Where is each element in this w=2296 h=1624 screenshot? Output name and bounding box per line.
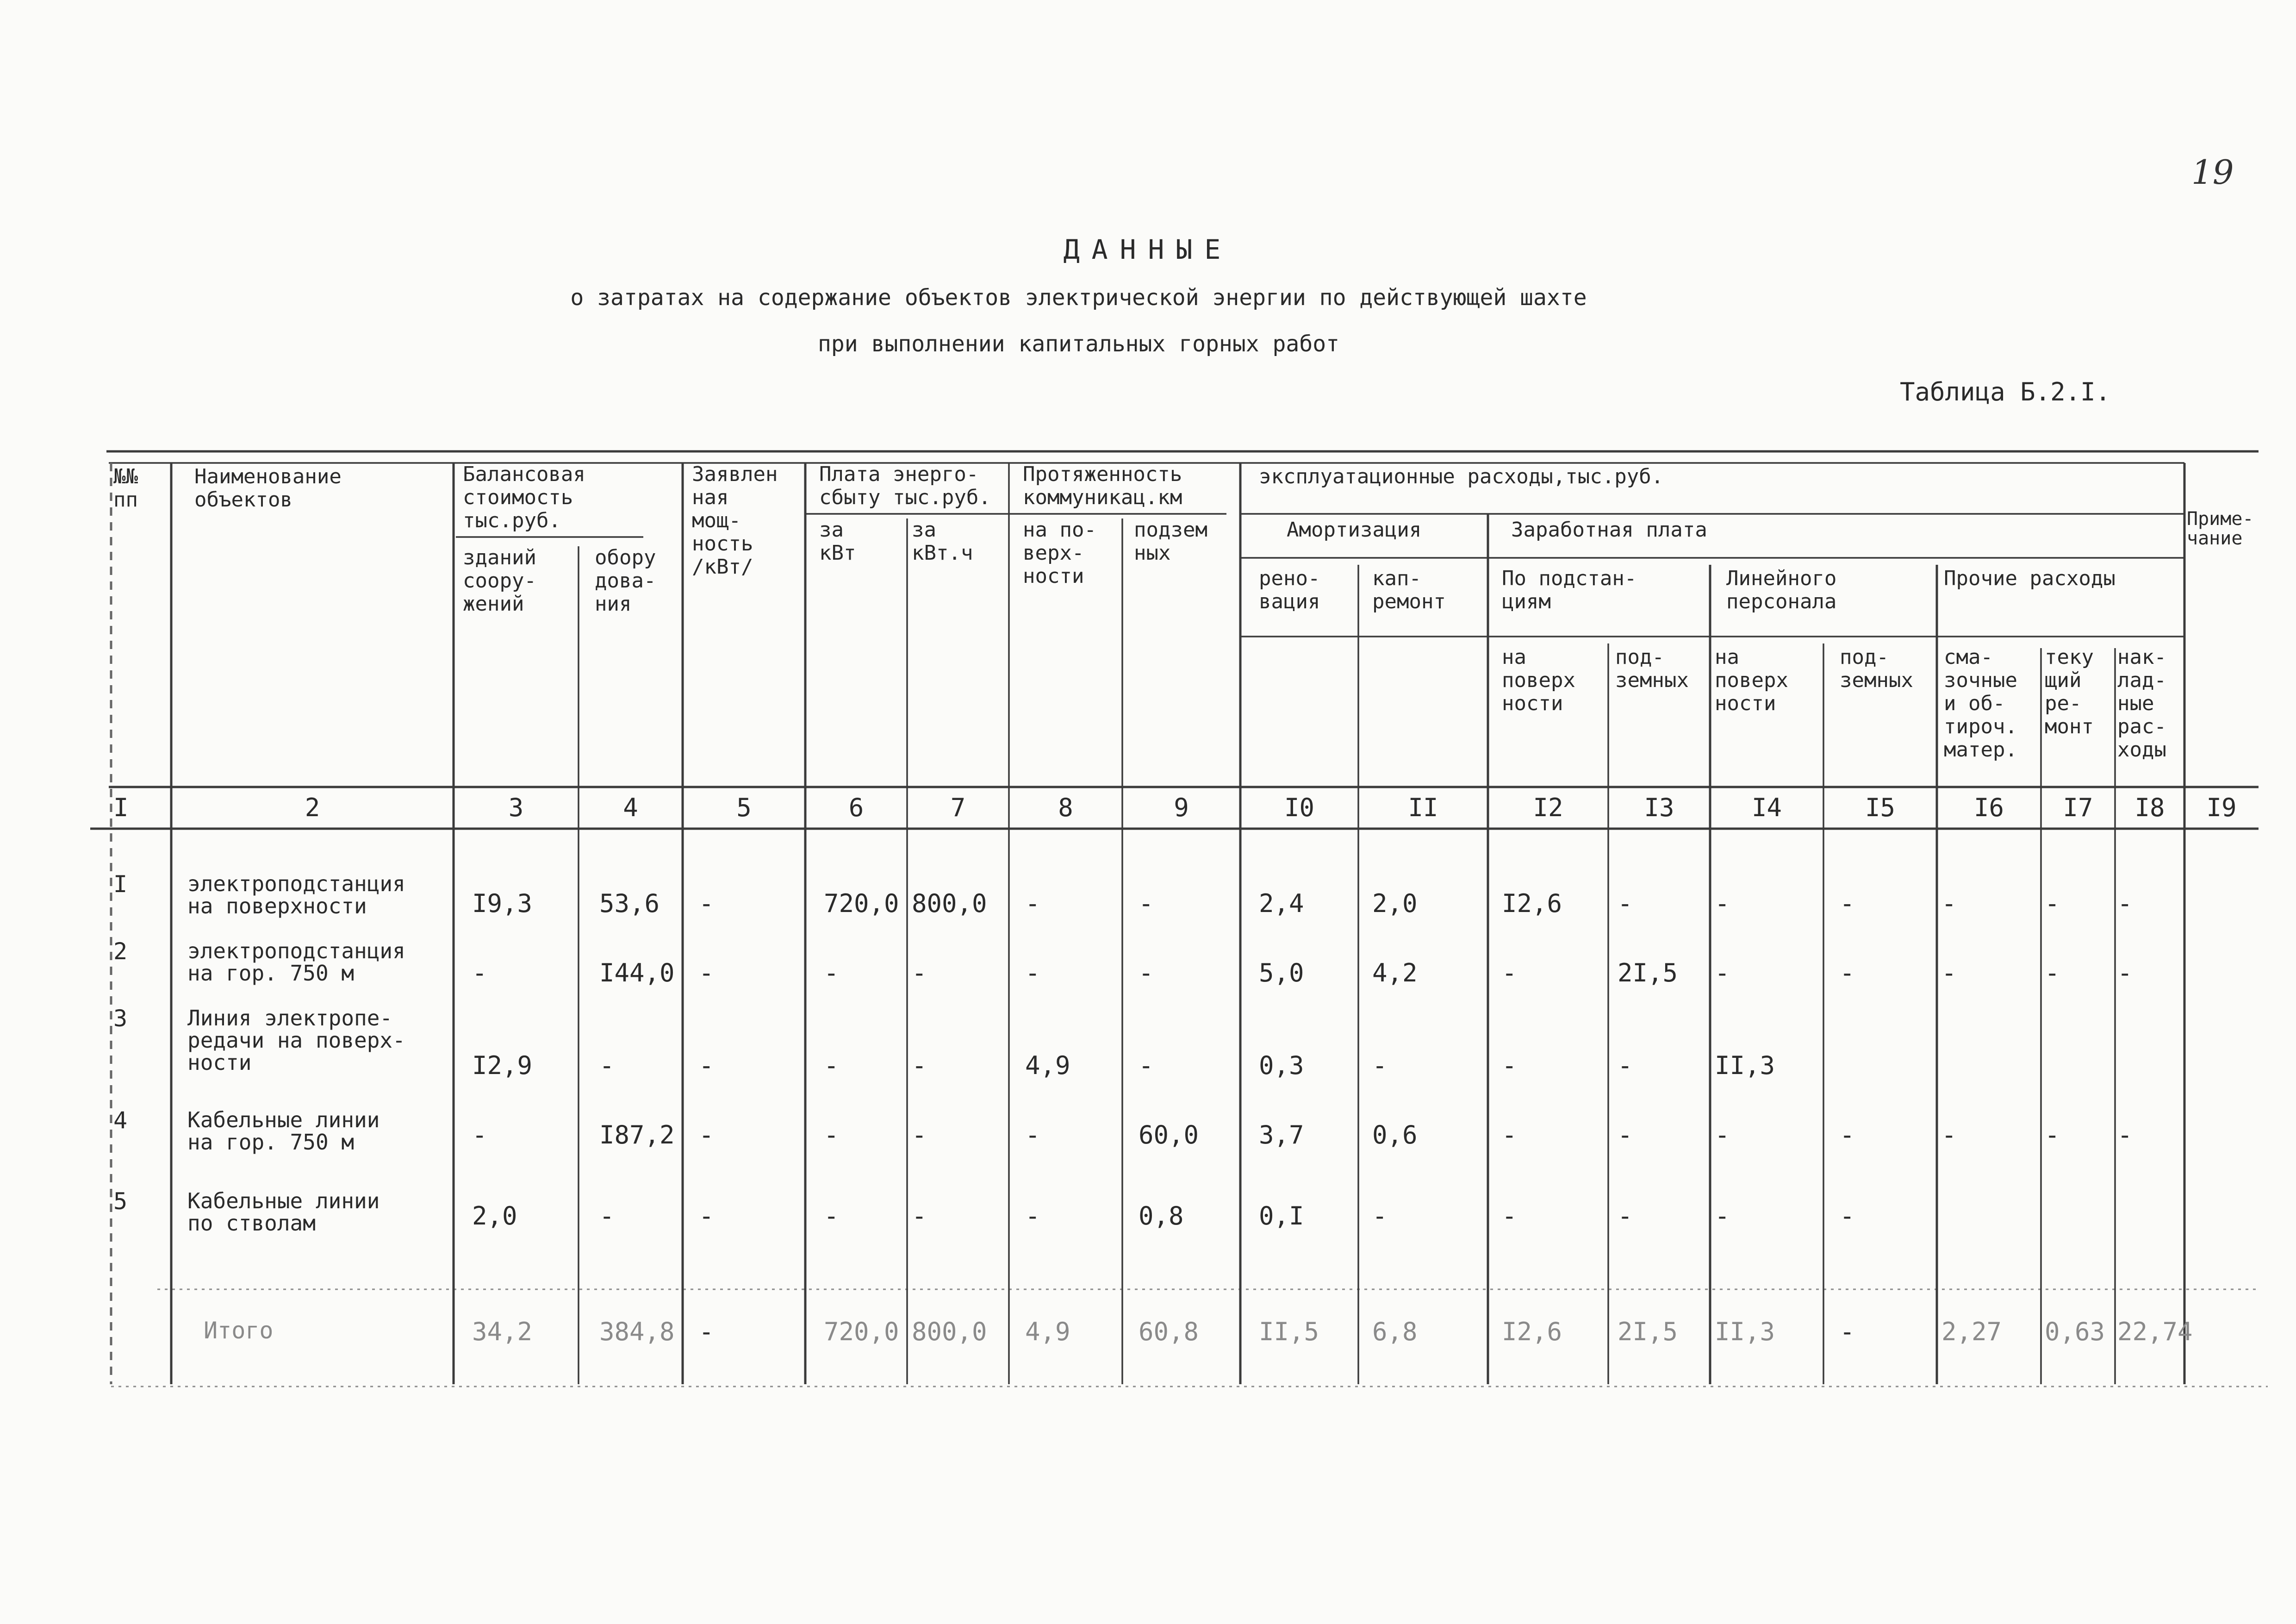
table-cell: - [1502,1120,1517,1149]
total-cell: - [1840,1317,1855,1346]
column-number: 2 [305,793,320,822]
table-cell: - [912,1120,927,1149]
header-current-repair: теку щий ре- монт [2045,645,2094,738]
header-per-kw: за кВт [819,518,856,565]
header-salary: Заработная плата [1511,518,1707,542]
header-length: Протяженность коммуникац.км [1023,462,1182,509]
document-subtitle-line2: при выполнении капитальных горных работ [817,331,1340,357]
document-subtitle-line1: о затратах на содержание объектов электрической энергии по действующей шахте [570,285,1587,311]
column-number: I9 [2206,793,2237,822]
table-cell: - [472,958,487,987]
table-cell: - [824,1201,839,1230]
table-cell: - [1840,1120,1855,1149]
column-number: I5 [1865,793,1896,822]
total-cell: 34,2 [472,1317,533,1346]
table-cell: - [1502,1201,1517,1230]
table-cell: 2,4 [1259,889,1304,918]
object-name: электроподстанция на гор. 750 м [187,938,405,986]
table-cell: - [1715,1201,1730,1230]
table-cell: 0,I [1259,1201,1304,1230]
header-equipment: обору дова- ния [595,546,656,616]
header-overhead: нак- лад- ные рас- ходы [2117,645,2166,762]
table-cell: - [1025,1120,1040,1149]
table-cell: - [1025,889,1040,918]
column-number: 7 [950,793,966,822]
table-cell: - [699,1051,714,1080]
table-cell: 5,0 [1259,958,1304,987]
header-capital-repair: кап- ремонт [1372,567,1446,613]
table-cell: - [1618,1051,1633,1080]
table-cell: - [912,1201,927,1230]
table-cell: I2,9 [472,1051,533,1080]
table-cell: - [1941,889,1957,918]
table-cell: - [1618,889,1633,918]
table-cell: 2I,5 [1618,958,1678,987]
row-number: I [113,871,128,898]
table-cell: - [599,1201,615,1230]
table-cell: - [2117,958,2133,987]
table-cell: - [472,1120,487,1149]
table-cell: - [1502,958,1517,987]
header-lubricants: сма- зочные и об- тироч. матер. [1944,645,2017,762]
header-energy-payment: Плата энерго- сбыту тыс.руб. [819,462,991,509]
table-cell: - [824,958,839,987]
header-operating-costs: эксплуатационные расходы,тыс.руб. [1259,465,1664,488]
table-cell: - [1139,958,1154,987]
column-number: 3 [508,793,524,822]
table-cell: - [1715,889,1730,918]
table-cell: - [824,1051,839,1080]
table-cell: I2,6 [1502,889,1562,918]
column-number: I [113,793,129,822]
table-cell: I9,3 [472,889,533,918]
table-cell: 3,7 [1259,1120,1304,1149]
table-cell: - [1139,1051,1154,1080]
object-name: электроподстанция на поверхности [187,871,405,918]
total-cell: II,3 [1715,1317,1775,1346]
table-cell: - [1618,1201,1633,1230]
table-cell: - [1025,958,1040,987]
column-number: 9 [1174,793,1189,822]
header-balance-cost: Балансовая стоимость тыс.руб. [463,462,585,532]
column-number: I4 [1751,793,1782,822]
table-cell: - [1941,958,1957,987]
table-cell: 0,3 [1259,1051,1304,1080]
column-number: II [1408,793,1438,822]
header-renovation: рено- вация [1259,567,1320,613]
total-cell: I2,6 [1502,1317,1562,1346]
column-number: I2 [1533,793,1563,822]
table-cell: 0,8 [1139,1201,1184,1230]
table-cell: - [1840,1201,1855,1230]
table-cell: 4,2 [1372,958,1418,987]
total-cell: 0,63 [2045,1317,2105,1346]
table-cell: 53,6 [599,889,660,918]
header-linear-underground: под- земных [1840,645,1913,692]
column-number: 4 [623,793,638,822]
table-cell: - [1618,1120,1633,1149]
object-name: Кабельные линии на гор. 750 м [187,1107,380,1155]
total-cell: 720,0 [824,1317,899,1346]
total-cell: 2,27 [1941,1317,2002,1346]
table-cell: 800,0 [912,889,987,918]
table-cell: - [912,958,927,987]
table-cell: I87,2 [599,1120,675,1149]
table-cell: - [1372,1201,1388,1230]
table-cell: I44,0 [599,958,675,987]
table-cell: 2,0 [472,1201,517,1230]
header-underground-length: подзем ных [1134,518,1207,565]
table-cell: - [1025,1201,1040,1230]
table-cell: - [699,889,714,918]
table-label: Таблица Б.2.I. [1900,377,2111,406]
table-cell: - [912,1051,927,1080]
header-note: Приме- чание [2187,508,2254,549]
table-cell: 2,0 [1372,889,1418,918]
row-number: 4 [113,1107,128,1134]
table-cell: 0,6 [1372,1120,1418,1149]
header-amortization: Амортизация [1287,518,1422,542]
table-cell: - [1372,1051,1388,1080]
column-number: I3 [1644,793,1674,822]
total-cell: 22,74 [2117,1317,2193,1346]
total-cell: II,5 [1259,1317,1319,1346]
table-cell: - [1715,958,1730,987]
document-title: ДАННЫЕ [1063,234,1233,265]
row-number: 3 [113,1005,128,1032]
header-number: №№ пп [113,465,138,512]
total-cell: 2I,5 [1618,1317,1678,1346]
column-number: I8 [2134,793,2165,822]
header-by-substations: По подстан- циям [1502,567,1637,613]
table-cell: - [1840,958,1855,987]
column-number: 8 [1058,793,1073,822]
total-cell: 6,8 [1372,1317,1418,1346]
table-cell: II,3 [1715,1051,1775,1080]
total-cell: - [699,1317,714,1346]
table-cell: - [1840,889,1855,918]
object-name: Кабельные линии по стволам [187,1188,380,1236]
column-number: I7 [2063,793,2093,822]
table-cell: 720,0 [824,889,899,918]
table-cell: - [599,1051,615,1080]
total-label: Итого [204,1317,274,1344]
header-surface-length: на по- верх- ности [1023,518,1096,588]
header-object-name: Наименование объектов [194,465,342,512]
page-number: 19 [2191,153,2234,192]
header-buildings: зданий соору- жений [463,546,536,616]
header-substations-surface: на поверх ности [1502,645,1575,715]
table-cell: - [699,958,714,987]
header-linear-surface: на поверх ности [1715,645,1788,715]
total-cell: 60,8 [1139,1317,1199,1346]
header-substations-underground: под- земных [1615,645,1689,692]
table-cell: - [2045,889,2060,918]
table-cell: - [824,1120,839,1149]
table-cell: - [1139,889,1154,918]
header-other-costs: Прочие расходы [1944,567,2116,590]
column-number: I0 [1284,793,1315,822]
header-linear-staff: Линейного персонала [1726,567,1837,613]
total-cell: 384,8 [599,1317,675,1346]
table-cell: 4,9 [1025,1051,1070,1080]
total-cell: 4,9 [1025,1317,1070,1346]
table-cell: - [2045,1120,2060,1149]
object-name: Линия электропе- редачи на поверх- ности [187,1006,405,1075]
header-per-kwh: за кВт.ч [912,518,973,565]
header-declared-power: Заявлен ная мощ- ность /кВт/ [692,462,778,579]
total-cell: 800,0 [912,1317,987,1346]
table-cell: - [2117,1120,2133,1149]
table-cell: - [699,1120,714,1149]
column-number: 6 [848,793,864,822]
table-cell: - [1715,1120,1730,1149]
table-cell: - [1502,1051,1517,1080]
table-cell: - [1941,1120,1957,1149]
table-cell: - [2117,889,2133,918]
row-number: 5 [113,1188,128,1215]
table-cell: - [699,1201,714,1230]
table-cell: 60,0 [1139,1120,1199,1149]
table-cell: - [2045,958,2060,987]
row-number: 2 [113,938,128,965]
column-number: 5 [736,793,752,822]
column-number: I6 [1973,793,2004,822]
